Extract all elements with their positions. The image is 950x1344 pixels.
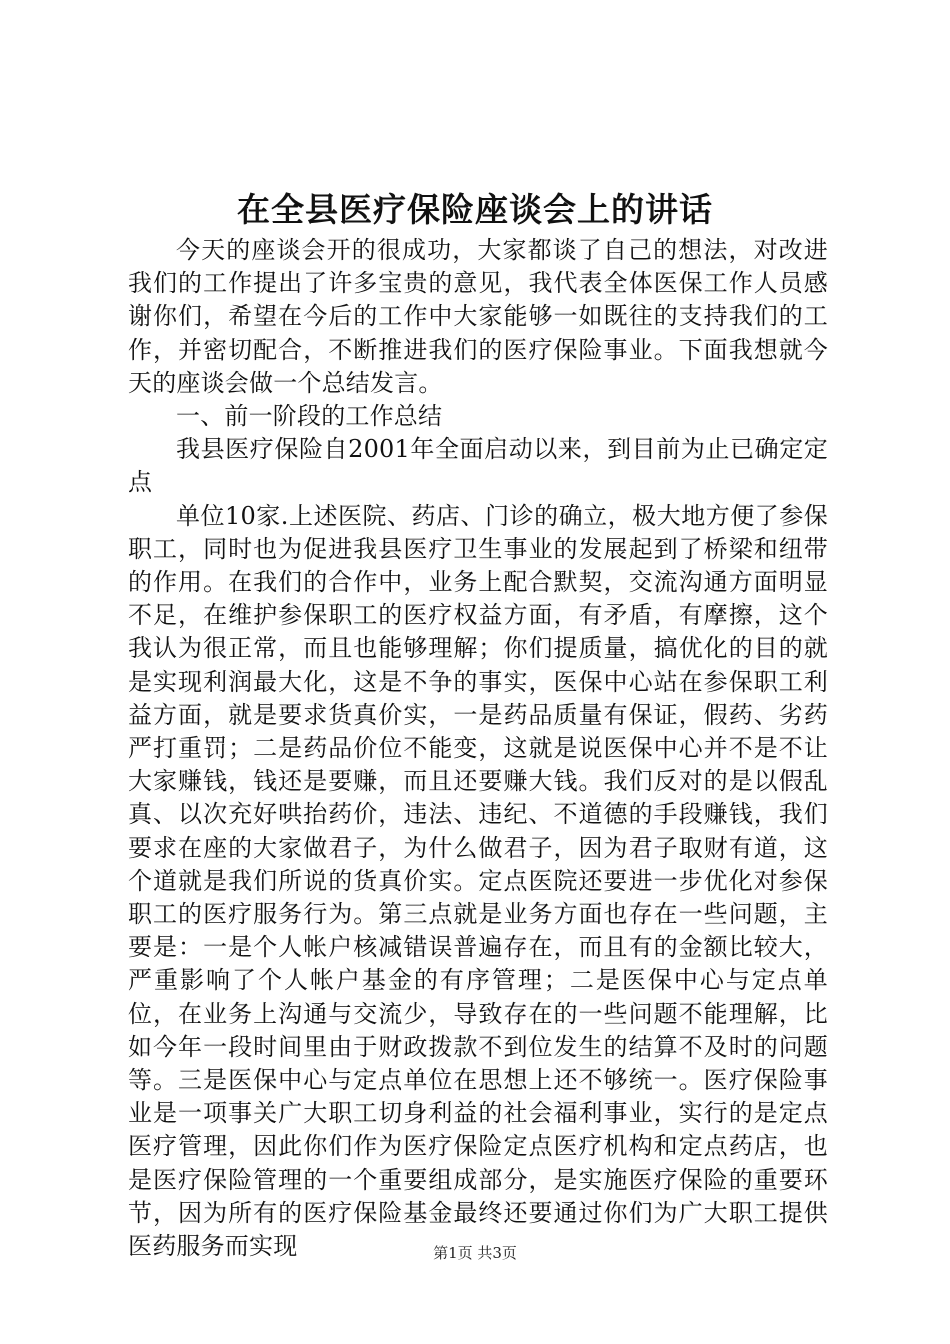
document-title: 在全县医疗保险座谈会上的讲话: [237, 190, 713, 229]
paragraph-summary-start: 我县医疗保险自2001年全面启动以来，到目前为止已确定定点: [128, 435, 828, 497]
page-footer: 第1页 共3页: [433, 1244, 517, 1262]
paragraph-summary-body: 单位10家.上述医院、药店、门诊的确立，极大地方便了参保职工，同时也为促进我县医疗卫生事业的发展起到了桥梁和纽带的作用。在我们的合作中，业务上配合默契，交流沟通方面明显不足，在维护参保职工的医疗权益方面，有矛盾，有摩擦，这个我认为很正常，而且也能够理解；你们提质量，搞优化的目的就是实现利润最大化，这是不争的事实，医保中心站在参保职工利益方面，就是要求货真价实，一是药品质量有保证，假药、劣药严打重罚；二是药品价位不能变，这就是说医保中心并不是不让大家赚钱，钱还是要赚，而且还要赚大钱。我们反对的是以假乱真、以次充好哄抬药价，违法、违纪、不道德的手段赚钱，我们要求在座的大家做君子，为什么做君子，因为君子取财有道，这个道就是我们所说的货真价实。定点医院还要进一步优化对参保职工的医疗服务行为。第三点就是业务方面也存在一些问题，主要是：一是个人帐户核减错误普遍存在，而且有的金额比较大，严重影响了个人帐户基金的有序管理；二是医保中心与定点单位，在业务上沟通与交流少，导致存在的一些问题不能理解，比如今年一段时间里由于财政拨款不到位发生的结算不及时的问题等。三是医保中心与定点单位在思想上还不够统一。医疗保险事业是一项事关广大职工切身利益的社会福利事业，实行的是定点医疗管理，因此你们作为医疗保险定点医疗机构和定点药店，也是医疗保险管理的一个重要组成部分，是实施医疗保险的重要环节，因为所有的医疗保险基金最终还要通过你们为广大职工提供医药服务而实现: [128, 501, 828, 1261]
paragraph-intro: 今天的座谈会开的很成功，大家都谈了自己的想法，对改进我们的工作提出了许多宝贵的意见，我代表全体医保工作人员感谢你们，希望在今后的工作中大家能够一如既往的支持我们的工作，并密切配合，不断推进我们的医疗保险事业。下面我想就今天的座谈会做一个总结发言。: [128, 236, 828, 397]
document-body: [128, 234, 828, 1263]
section-heading: 一、前一阶段的工作总结: [176, 402, 443, 431]
